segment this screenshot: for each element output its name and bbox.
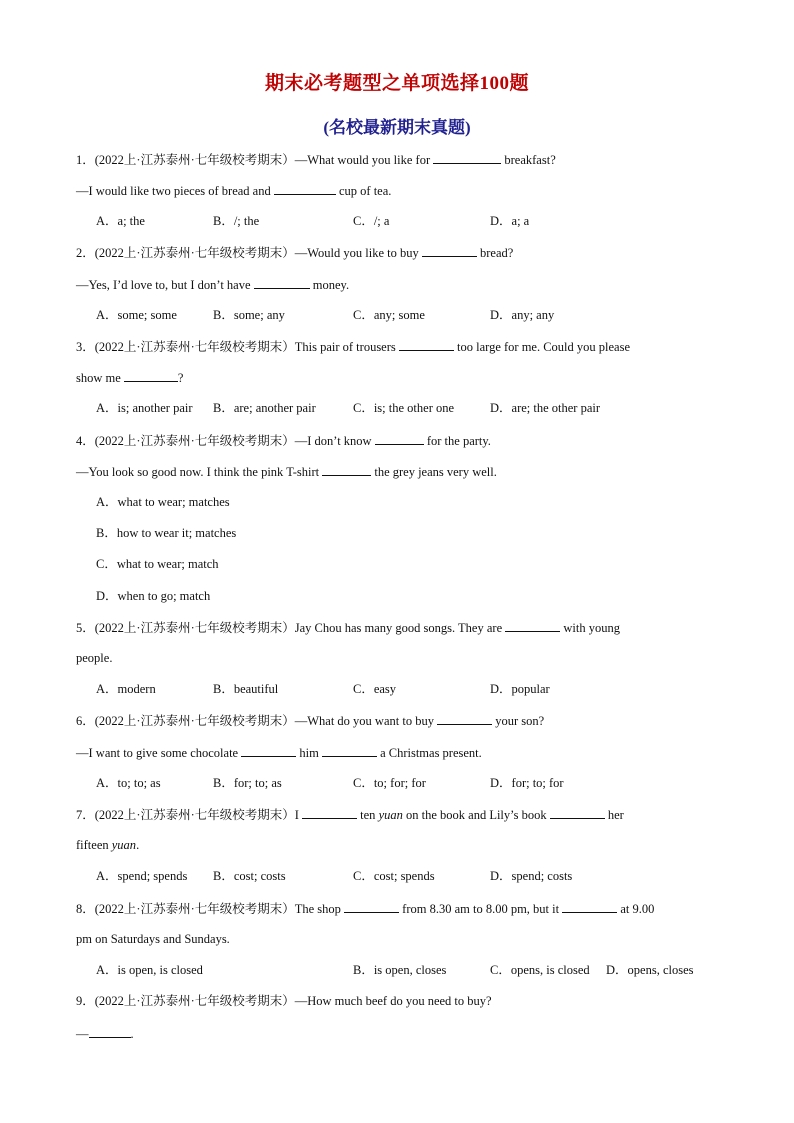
question-text: —You look so good now. I think the pink T-shirt [76, 465, 320, 479]
question-text: . [130, 1027, 134, 1041]
question-text: cup of tea. [338, 184, 392, 198]
question-7-line-2 [76, 837, 139, 853]
answer-blank [562, 900, 617, 913]
answer-blank [505, 619, 560, 632]
question-8-option-d[interactable]: D．opens, closes [606, 963, 694, 977]
question-2-option-d[interactable]: D．any; any [490, 308, 555, 322]
question-1-option-c[interactable]: C．/; a [353, 214, 390, 228]
question-text: ten [360, 808, 376, 822]
answer-blank [550, 806, 605, 819]
answer-blank [322, 463, 371, 476]
question-2-option-b[interactable]: B．some; any [213, 308, 285, 322]
question-2-line-2 [76, 276, 349, 293]
question-text: show me [76, 371, 121, 385]
question-text: —Yes, I’d love to, but I don’t have [76, 278, 251, 292]
question-2-option-c[interactable]: C．any; some [353, 308, 425, 322]
question-text: fifteen [76, 838, 109, 852]
question-text: him [299, 746, 319, 760]
page-subtitle: (名校最新期末真题) [323, 118, 471, 137]
question-6-line-2 [76, 744, 482, 761]
question-text: her [607, 808, 624, 822]
question-4-line-2 [76, 463, 497, 480]
question-text: 7．(2022上·江苏泰州·七年级校考期末）I [76, 808, 299, 822]
question-6-option-c[interactable]: C．to; for; for [353, 776, 426, 790]
answer-blank [124, 369, 178, 382]
answer-blank [375, 432, 424, 445]
question-6-stem [76, 712, 544, 729]
question-6-option-a[interactable]: A．to; to; as [96, 776, 161, 790]
question-9-stem: 9．(2022上·江苏泰州·七年级校考期末）—How much beef do you need to buy? [76, 994, 492, 1008]
answer-blank [344, 900, 399, 913]
question-text: the grey jeans very well. [374, 465, 497, 479]
question-3-line-2 [76, 369, 183, 386]
question-6-option-d[interactable]: D．for; to; for [490, 776, 564, 790]
question-3-option-b[interactable]: B．are; another pair [213, 401, 316, 415]
question-text-italic: yuan [378, 808, 403, 822]
question-text: 6．(2022上·江苏泰州·七年级校考期末）—What do you want to buy [76, 714, 434, 728]
question-4-stem [76, 432, 491, 449]
question-7-option-c[interactable]: C．cost; spends [353, 869, 435, 883]
question-3-stem [76, 338, 630, 355]
question-text: at 9.00 [620, 902, 655, 916]
question-8-option-b[interactable]: B．is open, closes [353, 963, 447, 977]
question-7-option-a[interactable]: A．spend; spends [96, 869, 188, 883]
question-5-option-a[interactable]: A．modern [96, 682, 156, 696]
question-text: with young [563, 621, 620, 635]
question-1-option-a[interactable]: A．a; the [96, 214, 145, 228]
question-5-option-d[interactable]: D．popular [490, 682, 550, 696]
answer-blank [437, 712, 492, 725]
answer-blank [322, 744, 377, 757]
question-text: a Christmas present. [380, 746, 482, 760]
question-text: 4．(2022上·江苏泰州·七年级校考期末）—I don’t know [76, 434, 372, 448]
question-text: 1．(2022上·江苏泰州·七年级校考期末）—What would you like for [76, 153, 431, 167]
question-text: — [76, 1027, 89, 1041]
question-5-stem [76, 619, 620, 636]
question-3-option-d[interactable]: D．are; the other pair [490, 401, 601, 415]
question-2-option-a[interactable]: A．some; some [96, 308, 177, 322]
question-text: from 8.30 am to 8.00 pm, but it [402, 902, 560, 916]
question-6-option-b[interactable]: B．for; to; as [213, 776, 282, 790]
question-text: ? [177, 371, 184, 385]
question-text: on the book and Lily’s book [406, 808, 547, 822]
question-text: for the party. [426, 434, 491, 448]
question-text: breakfast? [504, 153, 556, 167]
question-text: —I would like two pieces of bread and [76, 184, 271, 198]
question-8-line-2: pm on Saturdays and Sundays. [76, 932, 230, 946]
question-8-stem [76, 900, 654, 917]
question-1-option-b[interactable]: B．/; the [213, 214, 260, 228]
question-text-italic: yuan [111, 838, 137, 852]
answer-blank [433, 151, 501, 164]
answer-blank [89, 1025, 131, 1038]
question-8-option-a[interactable]: A．is open, is closed [96, 963, 203, 977]
question-8-option-c[interactable]: C．opens, is closed [490, 963, 590, 977]
question-text: —I want to give some chocolate [76, 746, 239, 760]
question-text: 3．(2022上·江苏泰州·七年级校考期末）This pair of trousers [76, 340, 396, 354]
question-4-option-b[interactable]: B．how to wear it; matches [96, 526, 237, 540]
answer-blank [399, 338, 454, 351]
question-text: bread? [479, 246, 514, 260]
question-text: 8．(2022上·江苏泰州·七年级校考期末）The shop [76, 902, 341, 916]
question-1-line-2 [76, 182, 391, 199]
answer-blank [302, 806, 357, 819]
question-9-line-2 [76, 1025, 134, 1042]
question-5-line-2: people. [76, 651, 113, 665]
answer-blank [241, 744, 296, 757]
question-4-option-d[interactable]: D．when to go; match [96, 589, 211, 603]
question-7-stem [76, 806, 624, 823]
question-text: 2．(2022上·江苏泰州·七年级校考期末）—Would you like to buy [76, 246, 419, 260]
question-5-option-b[interactable]: B．beautiful [213, 682, 279, 696]
answer-blank [254, 276, 310, 289]
question-text: . [136, 838, 140, 852]
question-4-option-a[interactable]: A．what to wear; matches [96, 495, 230, 509]
question-7-option-d[interactable]: D．spend; costs [490, 869, 573, 883]
question-3-option-c[interactable]: C．is; the other one [353, 401, 455, 415]
question-text: money. [312, 278, 350, 292]
question-4-option-c[interactable]: C．what to wear; match [96, 557, 219, 571]
question-1-stem [76, 151, 556, 168]
question-3-option-a[interactable]: A．is; another pair [96, 401, 193, 415]
question-2-stem [76, 244, 513, 261]
page-title: 期末必考题型之单项选择100题 [264, 73, 529, 94]
question-7-option-b[interactable]: B．cost; costs [213, 869, 286, 883]
question-5-option-c[interactable]: C．easy [353, 682, 397, 696]
answer-blank [422, 244, 477, 257]
question-text: 5．(2022上·江苏泰州·七年级校考期末）Jay Chou has many good songs. They are [76, 621, 503, 635]
question-text: too large for me. Could you please [457, 340, 631, 354]
question-text: your son? [495, 714, 545, 728]
question-1-option-d[interactable]: D．a; a [490, 214, 530, 228]
answer-blank [274, 182, 336, 195]
